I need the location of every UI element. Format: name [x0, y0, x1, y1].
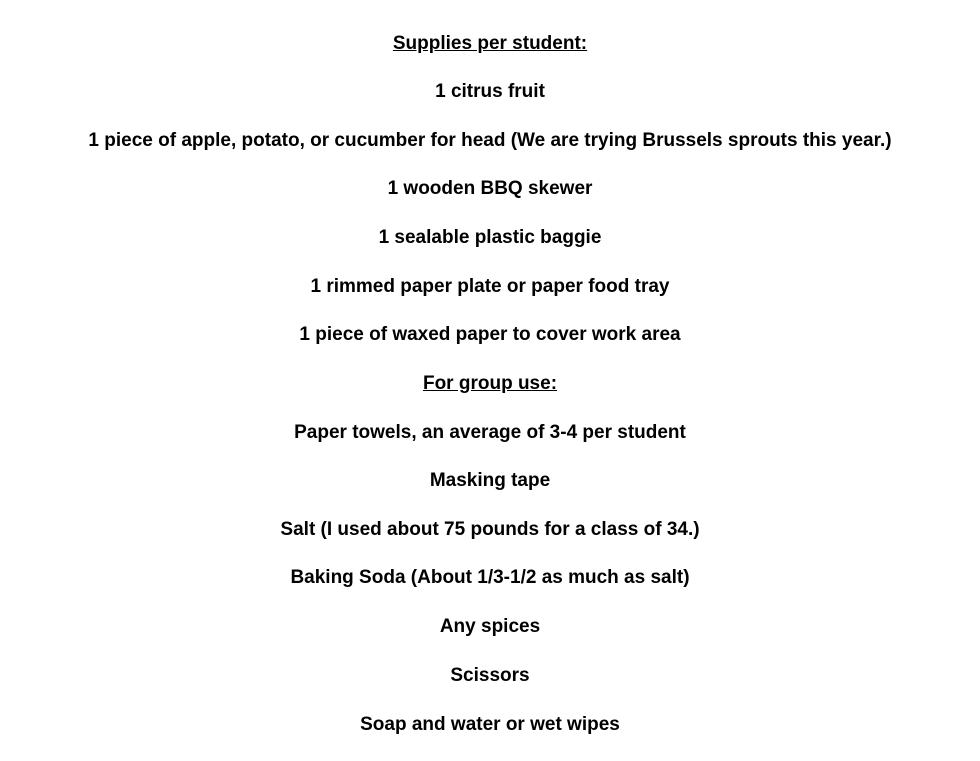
list-item: Soap and water or wet wipes — [360, 714, 620, 735]
section-heading-group-use: For group use: — [422, 373, 558, 394]
list-item: 1 piece of waxed paper to cover work area — [299, 324, 681, 345]
list-item: 1 piece of apple, potato, or cucumber for head (We are trying Brussels sprouts this year.) — [88, 130, 892, 151]
section-heading-per-student: Supplies per student: — [392, 33, 588, 54]
list-item: 1 wooden BBQ skewer — [387, 178, 593, 199]
list-item: Salt (I used about 75 pounds for a class of 34.) — [280, 519, 700, 540]
list-item: 1 sealable plastic baggie — [378, 227, 602, 248]
list-item: Scissors — [450, 665, 530, 686]
list-item: Paper towels, an average of 3-4 per student — [294, 422, 686, 443]
list-item: 1 citrus fruit — [435, 81, 545, 102]
list-item: Any spices — [439, 616, 541, 637]
list-item: 1 rimmed paper plate or paper food tray — [310, 276, 670, 297]
list-item: Baking Soda (About 1/3-1/2 as much as salt) — [290, 567, 690, 588]
list-item: Masking tape — [429, 470, 551, 491]
